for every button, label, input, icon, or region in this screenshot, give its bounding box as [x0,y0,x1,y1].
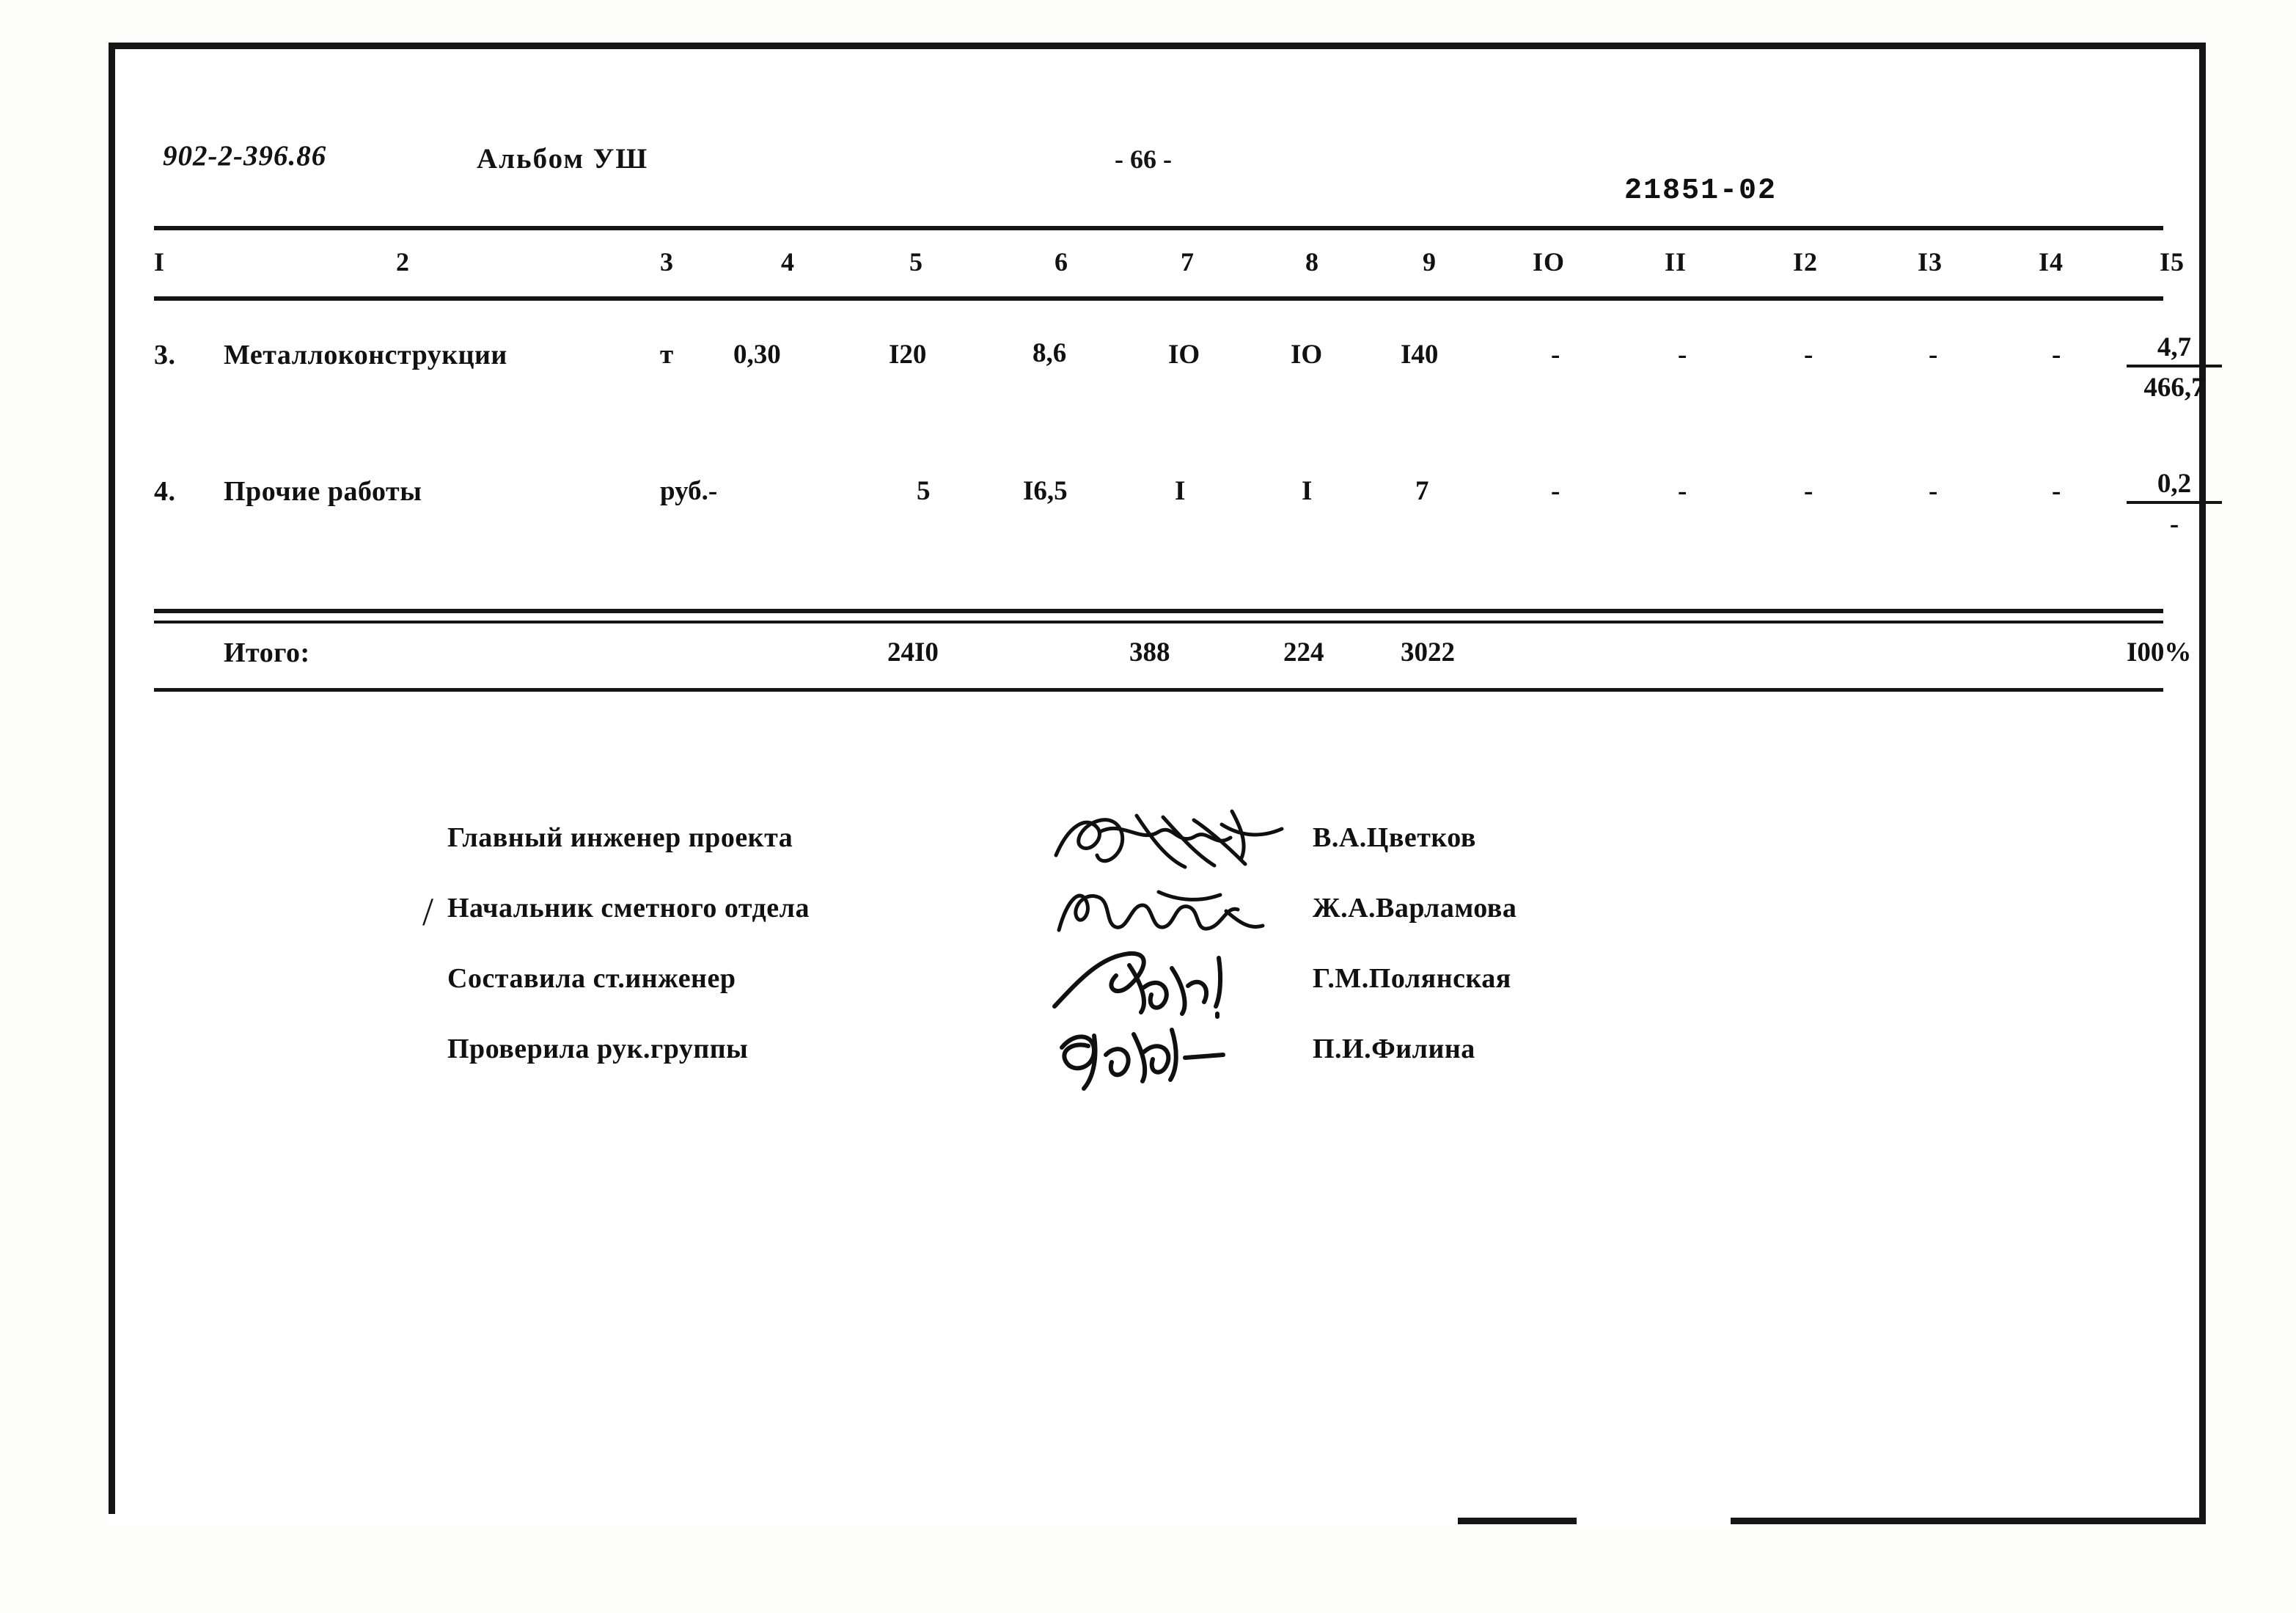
col-header-4: 4 [781,247,795,277]
col-header-6: 6 [1055,247,1068,277]
row-cell-12: - [1804,476,1813,506]
signature-name: Ж.А.Варламова [1313,893,1517,923]
row-cell-8: IO [1291,340,1323,370]
signature-2-ink [1049,873,1313,954]
col-header-13: I3 [1918,247,1943,277]
col-header-5: 5 [909,247,923,277]
row-cell-6: I6,5 [1023,476,1068,506]
signature-1-ink [1049,802,1313,883]
col-header-1: I [154,247,166,277]
row-unit: т [660,340,674,370]
row-number: 4. [154,476,176,507]
album-label: Альбом УШ [477,143,649,175]
signature-name: В.А.Цветков [1313,822,1476,853]
signature-block [447,822,1694,1103]
total-cell-9: 3022 [1401,637,1455,667]
row-cell-10: - [1551,340,1560,370]
total-cell-8: 224 [1283,637,1324,667]
row-cell-8: I [1302,476,1313,506]
row-cell-13: - [1929,340,1938,370]
signature-3-ink [1049,943,1313,1024]
row-cell-15-fraction [2127,332,2222,403]
total-label: Итого: [224,637,310,668]
row-cell-4: 0,30 [733,340,781,370]
row-cell-11: - [1678,340,1687,370]
row-number: 3. [154,340,176,370]
total-cell-5: 24I0 [887,637,939,667]
stamp-number: 21851-02 [1624,175,1778,208]
row-cell-15-denominator: - [2169,509,2179,539]
row-cell-5: I20 [889,340,927,370]
row-cell-15-denominator: 466,7 [2143,373,2205,403]
page-number: - 66 - [1115,145,1172,174]
row-unit: руб.- [660,476,718,506]
signature-title: Проверила рук.группы [447,1034,749,1064]
row-cell-9: 7 [1415,476,1429,506]
row-cell-10: - [1551,476,1560,506]
signature-title: Главный инженер проекта [447,822,793,853]
signature-4-ink [1049,1014,1313,1094]
col-header-2: 2 [396,247,410,277]
col-header-9: 9 [1423,247,1437,277]
signature-row [447,1033,1694,1103]
document-code: 902-2-396.86 [163,140,327,172]
col-header-15: I5 [2160,247,2185,277]
col-header-8: 8 [1305,247,1319,277]
row-cell-7: IO [1168,340,1200,370]
pen-slash-mark: / [422,890,434,934]
signature-name: П.И.Филина [1313,1034,1475,1064]
table-header-rule [154,296,2163,301]
row-cell-7: I [1175,476,1186,506]
table-top-rule [154,226,2163,230]
row-cell-14: - [2052,476,2061,506]
col-header-14: I4 [2039,247,2064,277]
row-cell-13: - [1929,476,1938,506]
col-header-11: II [1665,247,1687,277]
row-cell-14: - [2052,340,2061,370]
row-name: Прочие работы [224,476,422,507]
row-cell-15-numerator: 0,2 [2127,468,2222,504]
table-bottom-rule [154,688,2163,692]
signature-name: Г.М.Полянская [1313,963,1511,994]
col-header-7: 7 [1181,247,1195,277]
total-cell-6: 388 [1129,637,1170,667]
table-body-rule-2 [154,621,2163,623]
signature-title: Составила ст.инженер [447,963,736,994]
row-cell-5: 5 [917,476,931,506]
row-cell-15-numerator: 4,7 [2127,332,2222,367]
col-header-10: IO [1533,247,1566,277]
row-cell-11: - [1678,476,1687,506]
row-cell-12: - [1804,340,1813,370]
row-cell-15-fraction [2127,468,2222,540]
signature-title: Начальник сметного отдела [447,893,810,923]
row-cell-9: I40 [1401,340,1439,370]
table-body-rule [154,609,2163,613]
total-cell-15: I00% [2127,637,2192,667]
row-name: Металлоконструкции [224,340,507,370]
row-cell-6: 8,6 [1033,338,1067,368]
col-header-3: 3 [660,247,674,277]
col-header-12: I2 [1793,247,1819,277]
